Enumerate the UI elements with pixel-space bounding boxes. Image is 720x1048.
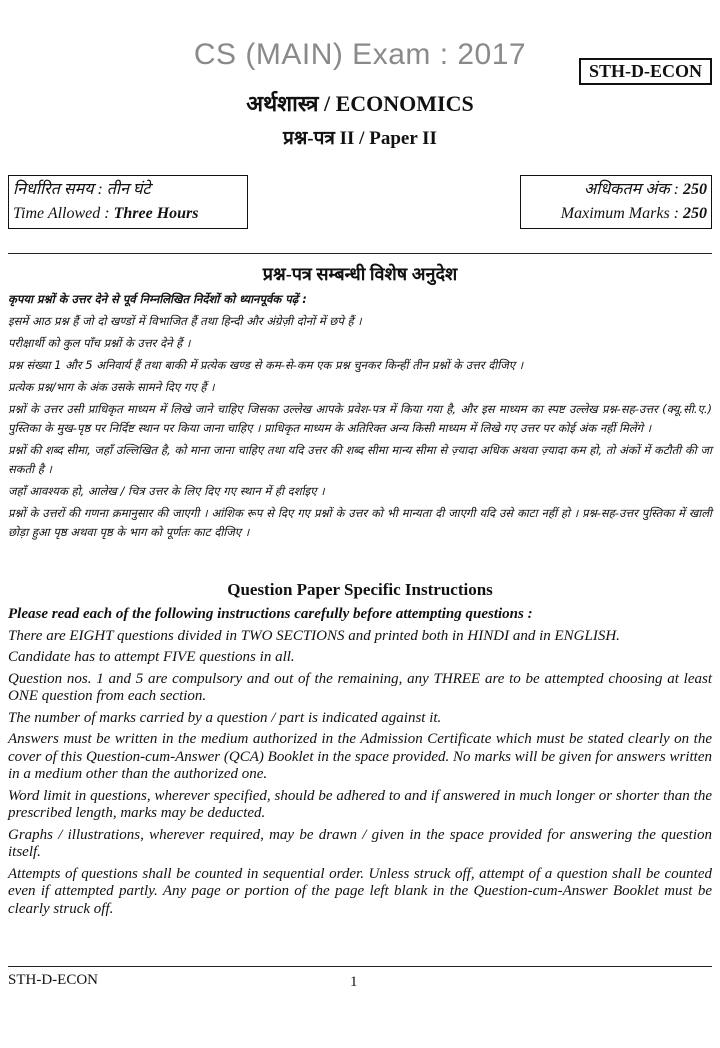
english-instruction-item: Word limit in questions, wherever specified, should be adhered to and if answered in much longer or shorter than the prescribed length, marks may be deducted. bbox=[8, 787, 712, 821]
hindi-instruction-item: प्रश्नों के उत्तर उसी प्राधिकृत माध्यम में लिखे जाने चाहिए जिसका उल्लेख आपके प्रवेश-पत्र में किया गया है, और इस माध्यम का स्पष्ट उल्लेख प्रश्न-सह-उत्तर (क्यू.सी.ए.) पुस्तिका के मुख-पृष्ठ पर निर्दिष्ट स्थान पर किया जाना चाहिए । प्राधिकृत माध्यम के अतिरिक्त अन्य किसी माध्यम में लिखे गए उत्तर पर कोई अंक नहीं मिलेंगे । bbox=[8, 402, 713, 435]
hindi-instruction-item: प्रश्नों के उत्तरों की गणना क्रमानुसार की जाएगी । आंशिक रूप से दिए गए प्रश्नों के उत्तर को भी मान्यता दी जाएगी यदि उसे काटा नहीं हो । प्रश्न-सह-उत्तर पुस्तिका में खाली छोड़ा हुआ पृष्ठ अथवा पृष्ठ के भाग को पूर्णतः काट दीजिए । bbox=[8, 506, 712, 539]
maximum-marks-hindi-value: 250 bbox=[683, 181, 707, 198]
english-instruction-item: The number of marks carried by a question / part is indicated against it. bbox=[8, 709, 442, 726]
paper-title: प्रश्न-पत्र II / Paper II bbox=[283, 128, 437, 149]
english-instructions-lead: Please read each of the following instructions carefully before attempting questions : bbox=[8, 606, 533, 622]
hindi-instruction-item: प्रश्नों की शब्द सीमा, जहाँ उल्लिखित है, को माना जाना चाहिए तथा यदि उत्तर की शब्द सीमा मान्य सीमा से ज़्यादा अधिक अथवा ज़्यादा कम हो, तो अंकों में कटौती की जा सकती है । bbox=[8, 443, 712, 476]
footer-paper-code: STH-D-ECON bbox=[8, 972, 98, 988]
hindi-instruction-item: इसमें आठ प्रश्न हैं जो दो खण्डों में विभाजित हैं तथा हिन्दी और अंग्रेज़ी दोनों में छपे हैं । bbox=[8, 314, 362, 328]
time-allowed-box bbox=[8, 175, 248, 229]
hindi-instruction-item: प्रत्येक प्रश्न/भाग के अंक उसके सामने दिए गए हैं । bbox=[8, 380, 215, 394]
time-allowed-label: Time Allowed : bbox=[13, 205, 114, 222]
page-number: 1 bbox=[350, 974, 358, 990]
hindi-instruction-item: जहाँ आवश्यक हो, आलेख / चित्र उत्तर के लिए दिए गए स्थान में ही दर्शाइए । bbox=[8, 484, 325, 498]
exam-watermark: CS (MAIN) Exam : 2017 bbox=[193, 38, 527, 71]
hindi-instructions-heading: प्रश्न-पत्र सम्बन्धी विशेष अनुदेश bbox=[262, 264, 458, 284]
time-allowed-value: Three Hours bbox=[113, 205, 199, 222]
maximum-marks-english bbox=[525, 202, 707, 226]
header-divider bbox=[8, 253, 712, 254]
maximum-marks-label: Maximum Marks : bbox=[560, 205, 683, 222]
english-instructions-heading: Question Paper Specific Instructions bbox=[227, 580, 493, 599]
english-instruction-item: There are EIGHT questions divided in TWO SECTIONS and printed both in HINDI and in ENGLISH. bbox=[8, 627, 620, 644]
subject-title: अर्थशास्त्र / ECONOMICS bbox=[246, 91, 474, 116]
time-allowed-english bbox=[13, 202, 243, 226]
time-allowed-hindi: निर्धारित समय : तीन घंटे bbox=[13, 181, 151, 198]
english-instructions bbox=[8, 606, 712, 922]
hindi-instructions-lead: कृपया प्रश्नों के उत्तर देने से पूर्व निम्नलिखित निर्देशों को ध्यानपूर्वक पढ़ें : bbox=[8, 292, 307, 306]
hindi-instruction-item: प्रश्न संख्या 1 और 5 अनिवार्य हैं तथा बाकी में प्रत्येक खण्ड से कम-से-कम एक प्रश्न चुनकर किन्हीं तीन प्रश्नों के उत्तर दीजिए । bbox=[8, 358, 524, 372]
english-instruction-item: Graphs / illustrations, wherever required, may be drawn / given in the space provided for answering the question itself. bbox=[8, 826, 712, 860]
paper-code-box: STH-D-ECON bbox=[579, 58, 712, 85]
english-instruction-item: Answers must be written in the medium authorized in the Admission Certificate which must be stated clearly on the cover of this Question-cum-Answer (QCA) Booklet in the space provided. No marks will be given for answers written in a medium other than the authorized one. bbox=[8, 731, 712, 782]
english-instruction-item: Question nos. 1 and 5 are compulsory and out of the remaining, any THREE are to be attempted choosing at least ONE question from each section. bbox=[8, 670, 712, 704]
maximum-marks-value: 250 bbox=[683, 205, 707, 222]
maximum-marks-box bbox=[520, 175, 712, 229]
english-instruction-item: Attempts of questions shall be counted in sequential order. Unless struck off, attempt of a question shall be counted even if attempted partly. Any page or portion of the page left blank in the Question-cum-Answer Booklet must be clearly struck off. bbox=[8, 865, 712, 917]
maximum-marks-hindi bbox=[525, 178, 707, 202]
footer-divider bbox=[8, 966, 712, 967]
english-instruction-item: Candidate has to attempt FIVE questions in all. bbox=[8, 649, 295, 665]
maximum-marks-hindi-label: अधिकतम अंक : bbox=[583, 181, 683, 198]
hindi-instructions bbox=[8, 290, 712, 545]
hindi-instruction-item: परीक्षार्थी को कुल पाँच प्रश्नों के उत्तर देने हैं । bbox=[8, 336, 191, 350]
